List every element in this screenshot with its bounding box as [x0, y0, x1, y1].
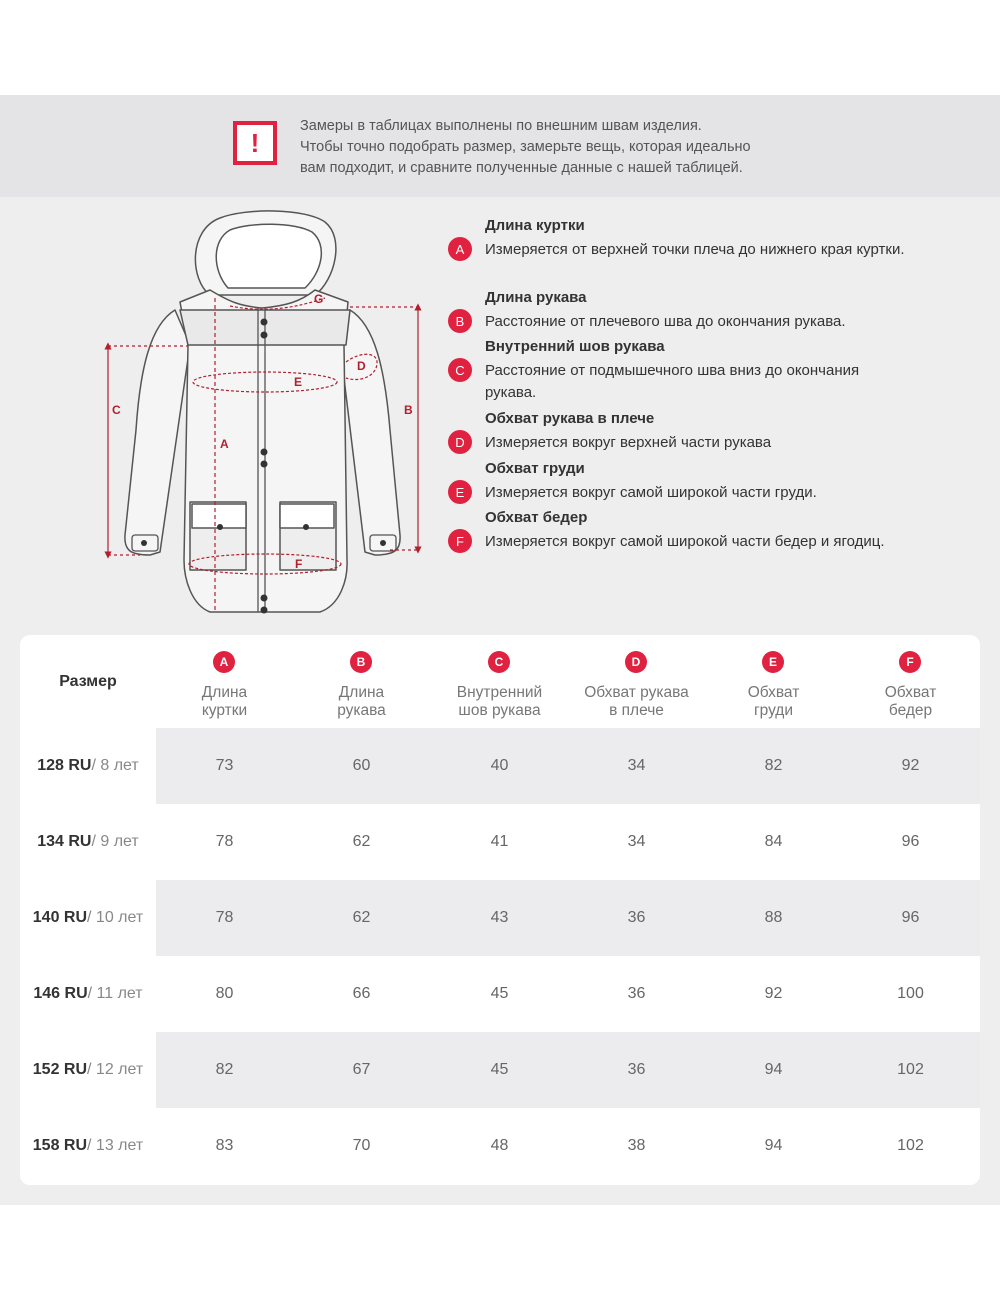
column-header-a — [156, 635, 293, 728]
column-label: Длина — [201, 684, 248, 701]
size-value: 152 RU — [32, 1061, 88, 1078]
column-label: шов рукава — [458, 702, 541, 719]
column-label: Длина — [338, 684, 385, 701]
column-label: груди — [753, 702, 794, 719]
column-header-d — [568, 635, 705, 728]
table-cell: 94 — [764, 1137, 783, 1154]
diagram-label-c: C — [112, 403, 121, 417]
size-cell — [20, 1108, 156, 1184]
table-cell: 82 — [215, 1061, 234, 1078]
table-cell: 92 — [764, 985, 783, 1002]
age-value: / 12 лет — [87, 1061, 144, 1078]
table-header — [20, 635, 980, 728]
badge-a: A — [213, 651, 235, 673]
legend-title: Внутренний шов рукава — [485, 338, 665, 355]
table-cell: 102 — [897, 1137, 924, 1154]
table-cell: 96 — [901, 833, 920, 850]
legend-desc: Измеряется вокруг верхней части рукава — [485, 434, 772, 451]
table-cell: 36 — [627, 909, 646, 926]
table-cell: 36 — [627, 985, 646, 1002]
table-cell: 82 — [764, 757, 783, 774]
column-label: Обхват — [884, 684, 937, 701]
column-header-f — [842, 635, 979, 728]
age-value: / 11 лет — [87, 985, 143, 1002]
table-row — [20, 956, 980, 1032]
badge-b: B — [448, 309, 472, 333]
size-cell — [20, 728, 156, 804]
size-value: 134 RU — [37, 833, 92, 850]
legend-title: Длина куртки — [485, 217, 585, 234]
badge-e: E — [448, 480, 472, 504]
size-cell — [20, 880, 156, 956]
diagram-label-g: G — [314, 292, 324, 306]
age-value: / 13 лет — [87, 1137, 144, 1154]
diagram-label-d: D — [357, 359, 366, 373]
diagram-label-f: F — [295, 557, 303, 571]
legend-desc: Измеряется вокруг самой широкой части груди. — [485, 484, 817, 501]
badge-d: D — [625, 651, 647, 673]
column-label: рукава — [337, 702, 386, 719]
legend-desc: Измеряется от верхней точки плеча до нижнего края куртки. — [485, 241, 905, 258]
table-cell: 88 — [764, 909, 783, 926]
table-cell: 43 — [490, 909, 509, 926]
notice-line: Чтобы точно подобрать размер, замерьте вещь, которая идеально — [300, 139, 751, 155]
table-row — [20, 880, 980, 956]
table-cell: 38 — [627, 1137, 646, 1154]
column-label: куртки — [201, 702, 248, 719]
table-cell: 66 — [352, 985, 371, 1002]
column-label: в плече — [609, 702, 664, 719]
notice-text — [300, 116, 820, 179]
table-cell: 48 — [490, 1137, 509, 1154]
badge-a: A — [448, 237, 472, 261]
badge-f: F — [448, 529, 472, 553]
table-cell: 92 — [901, 757, 920, 774]
age-value: / 10 лет — [87, 909, 144, 926]
table-cell: 102 — [897, 1061, 924, 1078]
table-row — [20, 1032, 980, 1108]
table-cell: 83 — [215, 1137, 234, 1154]
table-cell: 70 — [352, 1137, 371, 1154]
age-value: / 9 лет — [91, 833, 139, 850]
column-label: бедер — [888, 702, 933, 719]
size-column-header: Размер — [59, 673, 117, 690]
table-cell: 78 — [215, 833, 234, 850]
table-cell: 80 — [215, 985, 234, 1002]
size-cell — [20, 1032, 156, 1108]
table-cell: 62 — [352, 833, 371, 850]
jacket-diagram — [100, 210, 440, 620]
diagram-label-a: A — [220, 437, 229, 451]
badge-b: B — [350, 651, 372, 673]
badge-d: D — [448, 430, 472, 454]
badge-c: C — [448, 358, 472, 382]
column-header-e — [705, 635, 842, 728]
size-cell — [20, 804, 156, 880]
age-value: / 8 лет — [91, 757, 139, 774]
table-cell: 84 — [764, 833, 783, 850]
badge-f: F — [899, 651, 921, 673]
size-value: 146 RU — [33, 985, 88, 1002]
legend-desc: Измеряется вокруг самой широкой части бедер и ягодиц. — [485, 533, 885, 550]
table-cell: 34 — [627, 757, 646, 774]
badge-c: C — [488, 651, 510, 673]
legend-desc: Расстояние от плечевого шва до окончания рукава. — [485, 313, 846, 330]
badge-e: E — [762, 651, 784, 673]
legend-title: Обхват рукава в плече — [485, 410, 655, 427]
column-header-b — [293, 635, 430, 728]
table-cell: 96 — [901, 909, 920, 926]
table-cell: 45 — [490, 985, 509, 1002]
legend-desc: Расстояние от подмышечного шва вниз до окончания рукава. — [485, 362, 860, 401]
size-value: 140 RU — [32, 909, 88, 926]
table-row — [20, 1108, 980, 1184]
table-cell: 60 — [352, 757, 371, 774]
column-header-c — [431, 635, 568, 728]
table-row — [20, 728, 980, 804]
table-cell: 78 — [215, 909, 234, 926]
table-cell: 94 — [764, 1061, 783, 1078]
table-cell: 45 — [490, 1061, 509, 1078]
legend-title: Обхват бедер — [485, 509, 588, 526]
column-label: Обхват — [747, 684, 800, 701]
size-table — [20, 635, 980, 1185]
table-cell: 40 — [490, 757, 509, 774]
table-cell: 41 — [490, 833, 509, 850]
column-label: Обхват рукава — [584, 684, 689, 701]
size-value: 128 RU — [37, 757, 92, 774]
table-cell: 67 — [352, 1061, 371, 1078]
size-cell — [20, 956, 156, 1032]
column-label: Внутренний — [456, 684, 543, 701]
exclamation-icon: ! — [233, 121, 277, 165]
table-cell: 34 — [627, 833, 646, 850]
notice-line: Замеры в таблицах выполнены по внешним швам изделия. — [300, 118, 702, 134]
diagram-label-b: B — [404, 403, 413, 417]
legend-title: Длина рукава — [485, 289, 587, 306]
size-value: 158 RU — [32, 1137, 88, 1154]
table-cell: 73 — [215, 757, 234, 774]
legend-title: Обхват груди — [485, 460, 585, 477]
table-cell: 36 — [627, 1061, 646, 1078]
notice-line: вам подходит, и сравните полученные данные с нашей таблицей. — [300, 160, 743, 176]
table-cell: 62 — [352, 909, 371, 926]
table-row — [20, 804, 980, 880]
table-cell: 100 — [897, 985, 924, 1002]
diagram-label-e: E — [294, 375, 303, 389]
